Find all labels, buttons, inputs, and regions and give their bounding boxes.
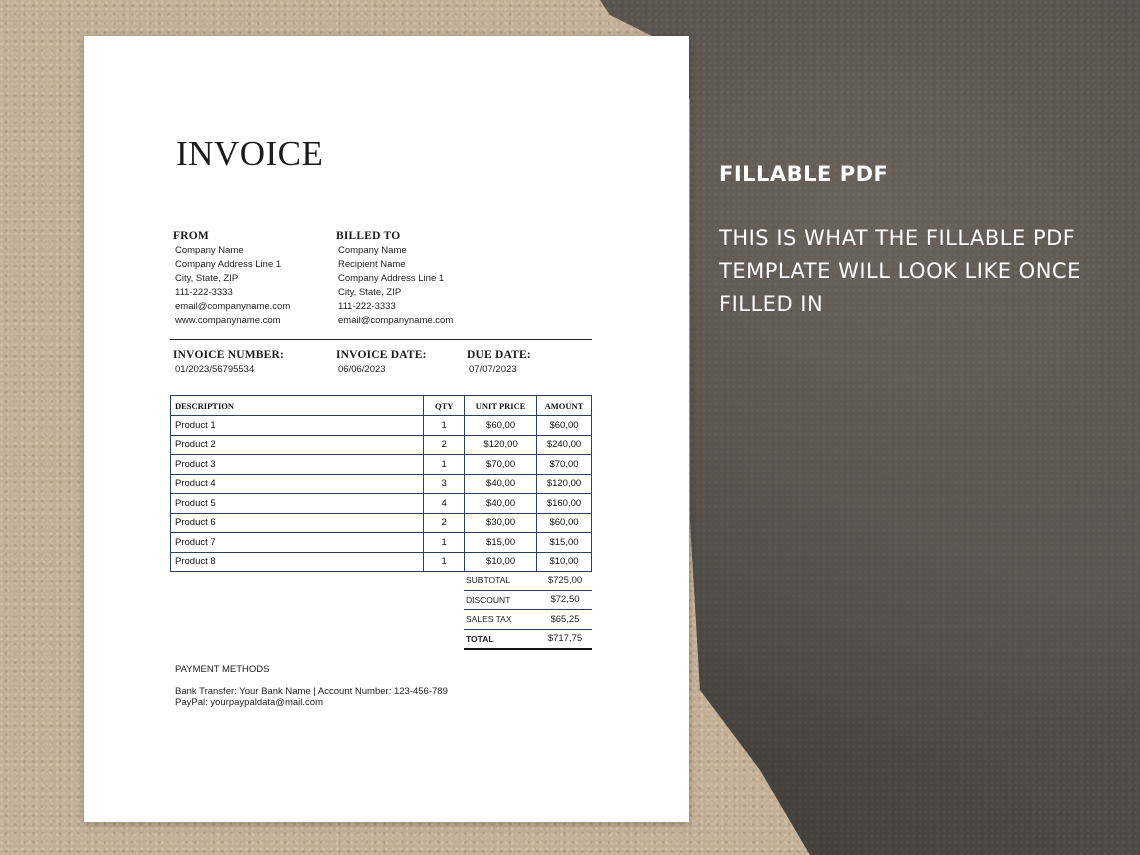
payment-methods-title: PAYMENT METHODS bbox=[175, 664, 270, 675]
from-block bbox=[173, 230, 290, 328]
billed-to-line: Company Name bbox=[338, 245, 407, 256]
promo-line: FILLED IN bbox=[719, 292, 824, 316]
from-line: City, State, ZIP bbox=[175, 273, 239, 284]
amount-cell[interactable]: $15,00 bbox=[537, 533, 592, 553]
description-cell[interactable]: Product 5 bbox=[171, 494, 424, 514]
unit-price-cell[interactable]: $40,00 bbox=[465, 474, 537, 494]
due-date-block bbox=[467, 349, 531, 377]
subtotal-label: SUBTOTAL bbox=[466, 575, 511, 586]
table-row bbox=[171, 435, 592, 455]
sales-tax-value[interactable]: $65,25 bbox=[550, 613, 580, 625]
description-cell[interactable]: Product 4 bbox=[171, 474, 424, 494]
billed-to-line: City, State, ZIP bbox=[338, 287, 402, 298]
line-items-table bbox=[170, 395, 592, 572]
invoice-number-label: INVOICE NUMBER: bbox=[173, 349, 285, 361]
discount-row bbox=[464, 591, 592, 611]
total-label: TOTAL bbox=[466, 633, 494, 644]
header-divider bbox=[170, 339, 592, 340]
invoice-number-block bbox=[173, 349, 284, 377]
table-row bbox=[171, 416, 592, 436]
from-line: 111-222-3333 bbox=[175, 287, 233, 298]
due-date-label: DUE DATE: bbox=[467, 349, 531, 361]
from-line: email@companyname.com bbox=[175, 301, 291, 312]
description-cell[interactable]: Product 6 bbox=[171, 513, 424, 533]
amount-cell[interactable]: $60,00 bbox=[537, 513, 592, 533]
description-cell[interactable]: Product 7 bbox=[171, 533, 424, 553]
from-line: www.companyname.com bbox=[175, 315, 281, 326]
billed-to-line: Recipient Name bbox=[338, 259, 406, 270]
amount-cell[interactable]: $240,00 bbox=[537, 435, 592, 455]
unit-price-cell[interactable]: $60,00 bbox=[465, 416, 537, 436]
table-row bbox=[171, 513, 592, 533]
table-row bbox=[171, 455, 592, 475]
unit-price-cell[interactable]: $40,00 bbox=[465, 494, 537, 514]
billed-to-label: BILLED TO bbox=[336, 230, 401, 242]
description-header: DESCRIPTION bbox=[171, 396, 424, 416]
promo-heading: FILLABLE PDF bbox=[719, 162, 889, 186]
billed-to-line: email@companyname.com bbox=[338, 315, 454, 326]
discount-label: DISCOUNT bbox=[466, 594, 511, 605]
promo-text bbox=[719, 162, 1119, 321]
sales-tax-row bbox=[464, 610, 592, 630]
promo-line: THIS IS WHAT THE FILLABLE PDF bbox=[719, 226, 1076, 250]
amount-header: AMOUNT bbox=[537, 396, 592, 416]
table-header-row bbox=[171, 396, 592, 416]
description-cell[interactable]: Product 2 bbox=[171, 435, 424, 455]
unit-price-cell[interactable]: $70,00 bbox=[465, 455, 537, 475]
amount-cell[interactable]: $60,00 bbox=[537, 416, 592, 436]
table-row bbox=[171, 494, 592, 514]
subtotal-row bbox=[464, 571, 592, 591]
total-value[interactable]: $717,75 bbox=[547, 633, 583, 645]
description-cell[interactable]: Product 8 bbox=[171, 552, 424, 572]
from-line: Company Name bbox=[175, 245, 244, 256]
amount-cell[interactable]: $10,00 bbox=[537, 552, 592, 572]
unit-price-header: UNIT PRICE bbox=[465, 396, 537, 416]
payment-methods-block bbox=[175, 664, 448, 708]
qty-cell[interactable]: 1 bbox=[424, 416, 465, 436]
unit-price-cell[interactable]: $30,00 bbox=[465, 513, 537, 533]
invoice-date-field[interactable]: 06/06/2023 bbox=[338, 364, 386, 375]
discount-value[interactable]: $72,50 bbox=[550, 594, 580, 606]
qty-header: QTY bbox=[424, 396, 465, 416]
billed-to-block bbox=[336, 230, 453, 328]
subtotal-value[interactable]: $725,00 bbox=[547, 574, 583, 586]
invoice-title: INVOICE bbox=[176, 134, 324, 173]
amount-cell[interactable]: $160,00 bbox=[537, 494, 592, 514]
amount-cell[interactable]: $70,00 bbox=[537, 455, 592, 475]
billed-to-line: Company Address Line 1 bbox=[338, 273, 445, 284]
paypal-line[interactable]: PayPal: yourpaypaldata@mail.com bbox=[175, 697, 323, 708]
amount-cell[interactable]: $120,00 bbox=[537, 474, 592, 494]
qty-cell[interactable]: 2 bbox=[424, 513, 465, 533]
qty-cell[interactable]: 1 bbox=[424, 533, 465, 553]
qty-cell[interactable]: 1 bbox=[424, 455, 465, 475]
total-row bbox=[464, 630, 592, 651]
totals-block bbox=[464, 571, 592, 650]
table-row bbox=[171, 533, 592, 553]
unit-price-cell[interactable]: $10,00 bbox=[465, 552, 537, 572]
description-cell[interactable]: Product 1 bbox=[171, 416, 424, 436]
qty-cell[interactable]: 2 bbox=[424, 435, 465, 455]
qty-cell[interactable]: 1 bbox=[424, 552, 465, 572]
unit-price-cell[interactable]: $120,00 bbox=[465, 435, 537, 455]
invoice-date-block bbox=[336, 349, 427, 377]
from-label: FROM bbox=[173, 230, 209, 242]
from-line: Company Address Line 1 bbox=[175, 259, 282, 270]
bank-transfer-line[interactable]: Bank Transfer: Your Bank Name | Account Number: 123-456-789 bbox=[175, 686, 448, 697]
invoice-date-label: INVOICE DATE: bbox=[336, 349, 427, 361]
invoice-number-field[interactable]: 01/2023/56795534 bbox=[175, 364, 255, 375]
table-row bbox=[171, 474, 592, 494]
unit-price-cell[interactable]: $15,00 bbox=[465, 533, 537, 553]
promo-line: TEMPLATE WILL LOOK LIKE ONCE bbox=[719, 259, 1081, 283]
qty-cell[interactable]: 3 bbox=[424, 474, 465, 494]
invoice-page bbox=[84, 36, 689, 822]
sales-tax-label: SALES TAX bbox=[466, 614, 512, 625]
billed-to-line: 111-222-3333 bbox=[338, 301, 396, 312]
qty-cell[interactable]: 4 bbox=[424, 494, 465, 514]
due-date-field[interactable]: 07/07/2023 bbox=[469, 364, 517, 375]
table-row bbox=[171, 552, 592, 572]
description-cell[interactable]: Product 3 bbox=[171, 455, 424, 475]
